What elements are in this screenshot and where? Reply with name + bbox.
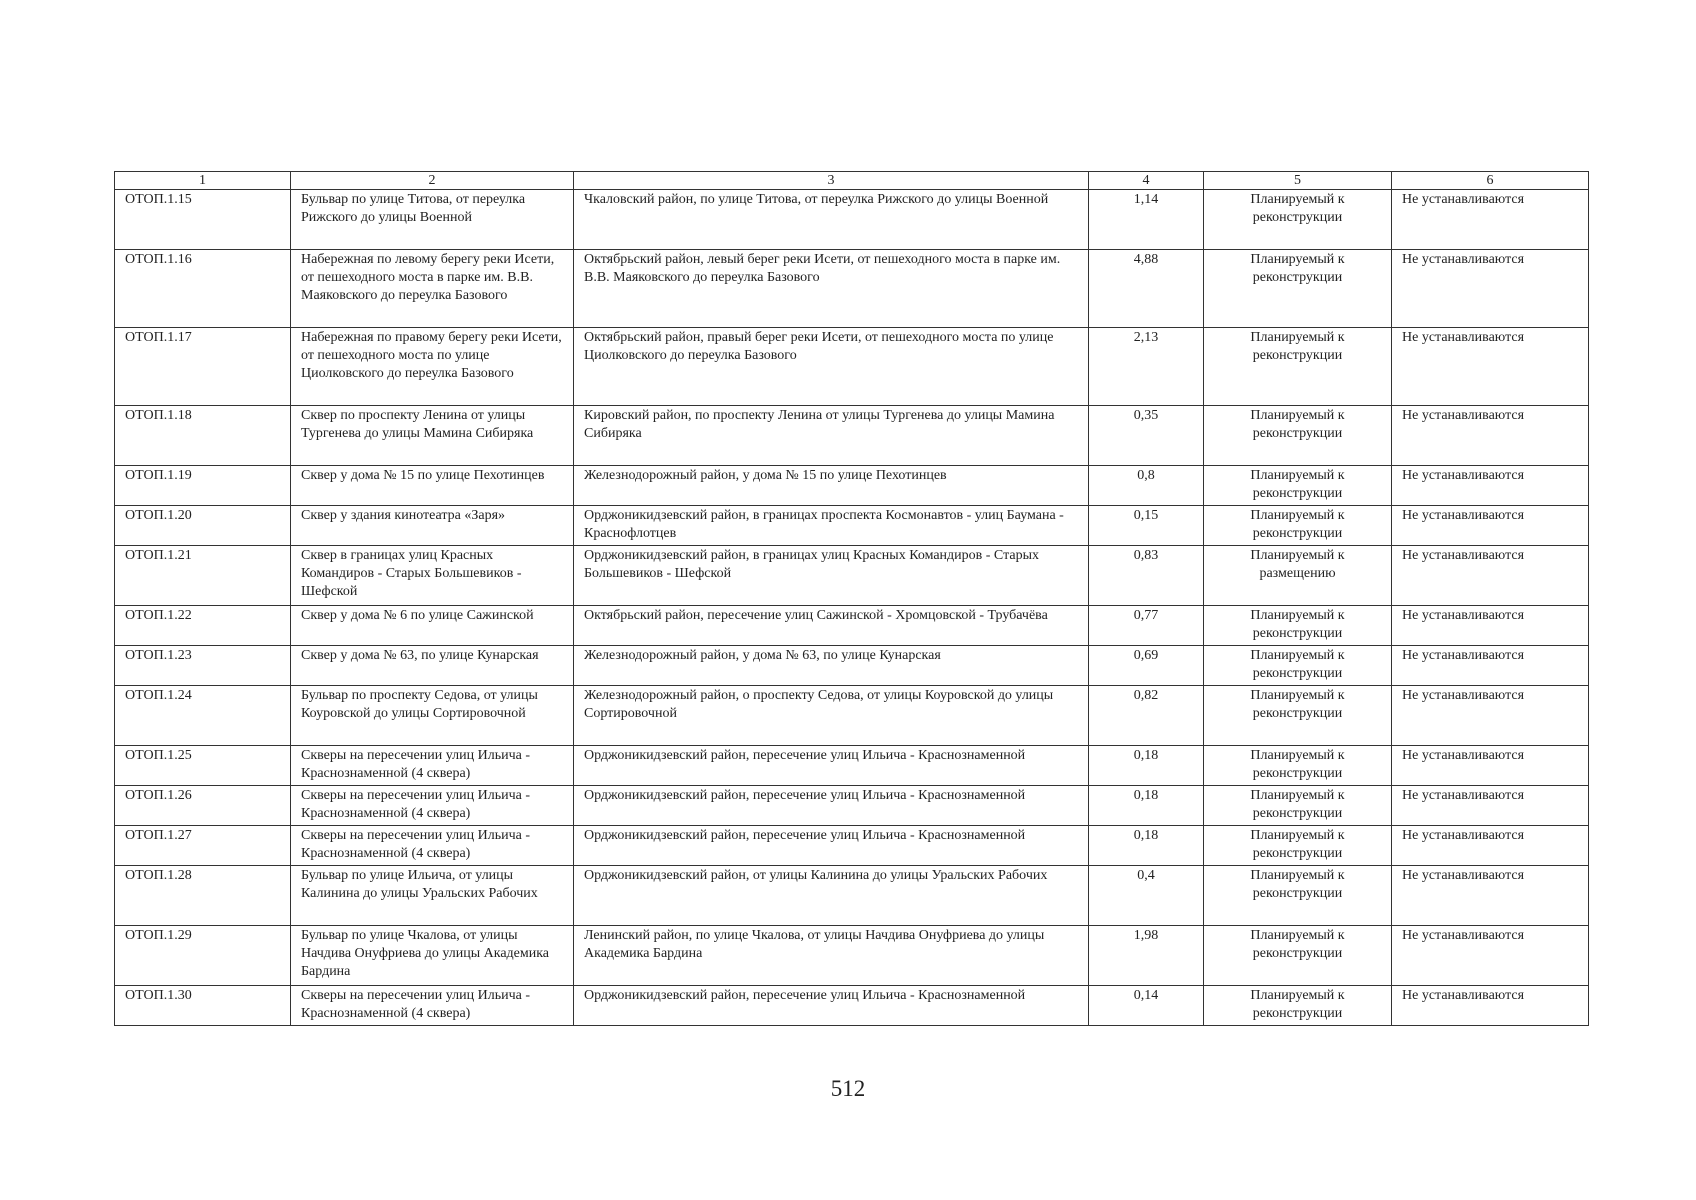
- object-location-cell: Кировский район, по проспекту Ленина от улицы Тургенева до улицы Мамина Сибиряка: [574, 406, 1089, 466]
- object-status-cell: Планируемый к реконструкции: [1204, 686, 1392, 746]
- object-zones-cell: Не устанавливаются: [1392, 926, 1589, 986]
- table-row: [115, 506, 1589, 546]
- object-area-cell: 0,82: [1089, 686, 1204, 746]
- object-zones-cell: Не устанавливаются: [1392, 986, 1589, 1026]
- object-zones-cell: Не устанавливаются: [1392, 746, 1589, 786]
- object-location-cell: Октябрьский район, правый берег реки Исети, от пешеходного моста по улице Циолковского до переулка Базового: [574, 328, 1089, 406]
- object-code-cell: ОТОП.1.17: [115, 328, 291, 406]
- object-zones-cell: Не устанавливаются: [1392, 546, 1589, 606]
- object-zones-cell: Не устанавливаются: [1392, 466, 1589, 506]
- table-row: [115, 786, 1589, 826]
- object-location-cell: Железнодорожный район, у дома № 15 по улице Пехотинцев: [574, 466, 1089, 506]
- object-name-cell: Скверы на пересечении улиц Ильича - Краснознаменной (4 сквера): [291, 746, 574, 786]
- object-name-cell: Набережная по левому берегу реки Исети, от пешеходного моста в парке им. В.В. Маяковского до переулка Базового: [291, 250, 574, 328]
- object-code-cell: ОТОП.1.30: [115, 986, 291, 1026]
- object-status-cell: Планируемый к реконструкции: [1204, 986, 1392, 1026]
- object-location-cell: Орджоникидзевский район, пересечение улиц Ильича - Краснознаменной: [574, 786, 1089, 826]
- object-zones-cell: Не устанавливаются: [1392, 686, 1589, 746]
- object-area-cell: 0,77: [1089, 606, 1204, 646]
- object-status-cell: Планируемый к реконструкции: [1204, 406, 1392, 466]
- column-number-row: [115, 172, 1589, 190]
- object-zones-cell: Не устанавливаются: [1392, 866, 1589, 926]
- object-name-cell: Сквер у здания кинотеатра «Заря»: [291, 506, 574, 546]
- object-code-cell: ОТОП.1.27: [115, 826, 291, 866]
- object-area-cell: 0,14: [1089, 986, 1204, 1026]
- column-number: 5: [1204, 172, 1392, 190]
- object-status-cell: Планируемый к реконструкции: [1204, 926, 1392, 986]
- object-status-cell: Планируемый к реконструкции: [1204, 646, 1392, 686]
- object-location-cell: Октябрьский район, пересечение улиц Сажинской - Хромцовской - Трубачёва: [574, 606, 1089, 646]
- column-number: 2: [291, 172, 574, 190]
- object-code-cell: ОТОП.1.23: [115, 646, 291, 686]
- object-name-cell: Бульвар по проспекту Седова, от улицы Коуровской до улицы Сортировочной: [291, 686, 574, 746]
- object-status-cell: Планируемый к реконструкции: [1204, 506, 1392, 546]
- object-status-cell: Планируемый к реконструкции: [1204, 746, 1392, 786]
- table-row: [115, 686, 1589, 746]
- object-name-cell: Скверы на пересечении улиц Ильича - Краснознаменной (4 сквера): [291, 986, 574, 1026]
- page-number: 512: [830, 1076, 866, 1101]
- object-name-cell: Сквер у дома № 15 по улице Пехотинцев: [291, 466, 574, 506]
- object-name-cell: Бульвар по улице Чкалова, от улицы Начдива Онуфриева до улицы Академика Бардина: [291, 926, 574, 986]
- object-area-cell: 0,15: [1089, 506, 1204, 546]
- object-zones-cell: Не устанавливаются: [1392, 406, 1589, 466]
- object-status-cell: Планируемый к реконструкции: [1204, 606, 1392, 646]
- object-zones-cell: Не устанавливаются: [1392, 786, 1589, 826]
- table-row: [115, 646, 1589, 686]
- object-code-cell: ОТОП.1.18: [115, 406, 291, 466]
- object-area-cell: 0,18: [1089, 746, 1204, 786]
- object-zones-cell: Не устанавливаются: [1392, 506, 1589, 546]
- object-status-cell: Планируемый к реконструкции: [1204, 328, 1392, 406]
- object-code-cell: ОТОП.1.25: [115, 746, 291, 786]
- table-row: [115, 328, 1589, 406]
- object-area-cell: 0,18: [1089, 786, 1204, 826]
- object-name-cell: Бульвар по улице Титова, от переулка Рижского до улицы Военной: [291, 190, 574, 250]
- object-area-cell: 0,8: [1089, 466, 1204, 506]
- object-area-cell: 0,83: [1089, 546, 1204, 606]
- column-number: 6: [1392, 172, 1589, 190]
- object-zones-cell: Не устанавливаются: [1392, 250, 1589, 328]
- objects-table: [114, 171, 1589, 1026]
- object-name-cell: Бульвар по улице Ильича, от улицы Калинина до улицы Уральских Рабочих: [291, 866, 574, 926]
- object-status-cell: Планируемый к реконструкции: [1204, 786, 1392, 826]
- object-name-cell: Сквер в границах улиц Красных Командиров - Старых Большевиков - Шефской: [291, 546, 574, 606]
- table-row: [115, 926, 1589, 986]
- object-name-cell: Скверы на пересечении улиц Ильича - Краснознаменной (4 сквера): [291, 786, 574, 826]
- object-name-cell: Сквер у дома № 6 по улице Сажинской: [291, 606, 574, 646]
- object-name-cell: Скверы на пересечении улиц Ильича - Краснознаменной (4 сквера): [291, 826, 574, 866]
- object-location-cell: Орджоникидзевский район, от улицы Калинина до улицы Уральских Рабочих: [574, 866, 1089, 926]
- object-zones-cell: Не устанавливаются: [1392, 606, 1589, 646]
- column-number: 3: [574, 172, 1089, 190]
- object-zones-cell: Не устанавливаются: [1392, 646, 1589, 686]
- object-area-cell: 0,18: [1089, 826, 1204, 866]
- object-code-cell: ОТОП.1.15: [115, 190, 291, 250]
- object-location-cell: Железнодорожный район, у дома № 63, по улице Кунарская: [574, 646, 1089, 686]
- object-area-cell: 4,88: [1089, 250, 1204, 328]
- object-location-cell: Орджоникидзевский район, в границах проспекта Космонавтов - улиц Баумана - Краснофлотцев: [574, 506, 1089, 546]
- object-zones-cell: Не устанавливаются: [1392, 328, 1589, 406]
- object-name-cell: Набережная по правому берегу реки Исети, от пешеходного моста по улице Циолковского до переулка Базового: [291, 328, 574, 406]
- object-name-cell: Сквер по проспекту Ленина от улицы Тургенева до улицы Мамина Сибиряка: [291, 406, 574, 466]
- table-row: [115, 406, 1589, 466]
- object-area-cell: 0,69: [1089, 646, 1204, 686]
- object-code-cell: ОТОП.1.29: [115, 926, 291, 986]
- table-row: [115, 546, 1589, 606]
- object-name-cell: Сквер у дома № 63, по улице Кунарская: [291, 646, 574, 686]
- object-location-cell: Железнодорожный район, о проспекту Седова, от улицы Коуровской до улицы Сортировочной: [574, 686, 1089, 746]
- object-location-cell: Орджоникидзевский район, пересечение улиц Ильича - Краснознаменной: [574, 746, 1089, 786]
- object-location-cell: Ленинский район, по улице Чкалова, от улицы Начдива Онуфриева до улицы Академика Бардина: [574, 926, 1089, 986]
- object-area-cell: 2,13: [1089, 328, 1204, 406]
- object-code-cell: ОТОП.1.26: [115, 786, 291, 826]
- object-code-cell: ОТОП.1.22: [115, 606, 291, 646]
- object-status-cell: Планируемый к реконструкции: [1204, 866, 1392, 926]
- object-zones-cell: Не устанавливаются: [1392, 826, 1589, 866]
- object-code-cell: ОТОП.1.28: [115, 866, 291, 926]
- table-row: [115, 466, 1589, 506]
- object-area-cell: 0,4: [1089, 866, 1204, 926]
- object-code-cell: ОТОП.1.20: [115, 506, 291, 546]
- column-number: 1: [115, 172, 291, 190]
- table-row: [115, 606, 1589, 646]
- object-code-cell: ОТОП.1.19: [115, 466, 291, 506]
- object-location-cell: Чкаловский район, по улице Титова, от переулка Рижского до улицы Военной: [574, 190, 1089, 250]
- object-location-cell: Орджоникидзевский район, пересечение улиц Ильича - Краснознаменной: [574, 986, 1089, 1026]
- object-status-cell: Планируемый к реконструкции: [1204, 190, 1392, 250]
- object-code-cell: ОТОП.1.24: [115, 686, 291, 746]
- object-location-cell: Орджоникидзевский район, пересечение улиц Ильича - Краснознаменной: [574, 826, 1089, 866]
- object-code-cell: ОТОП.1.16: [115, 250, 291, 328]
- object-status-cell: Планируемый к реконструкции: [1204, 466, 1392, 506]
- object-status-cell: Планируемый к размещению: [1204, 546, 1392, 606]
- object-area-cell: 0,35: [1089, 406, 1204, 466]
- table-row: [115, 190, 1589, 250]
- table-row: [115, 866, 1589, 926]
- column-number: 4: [1089, 172, 1204, 190]
- table-row: [115, 986, 1589, 1026]
- table-row: [115, 250, 1589, 328]
- object-status-cell: Планируемый к реконструкции: [1204, 826, 1392, 866]
- object-location-cell: Орджоникидзевский район, в границах улиц Красных Командиров - Старых Большевиков - Шефской: [574, 546, 1089, 606]
- object-code-cell: ОТОП.1.21: [115, 546, 291, 606]
- object-location-cell: Октябрьский район, левый берег реки Исети, от пешеходного моста в парке им. В.В. Маяковского до переулка Базового: [574, 250, 1089, 328]
- table-row: [115, 826, 1589, 866]
- table-row: [115, 746, 1589, 786]
- object-area-cell: 1,98: [1089, 926, 1204, 986]
- object-zones-cell: Не устанавливаются: [1392, 190, 1589, 250]
- object-status-cell: Планируемый к реконструкции: [1204, 250, 1392, 328]
- object-area-cell: 1,14: [1089, 190, 1204, 250]
